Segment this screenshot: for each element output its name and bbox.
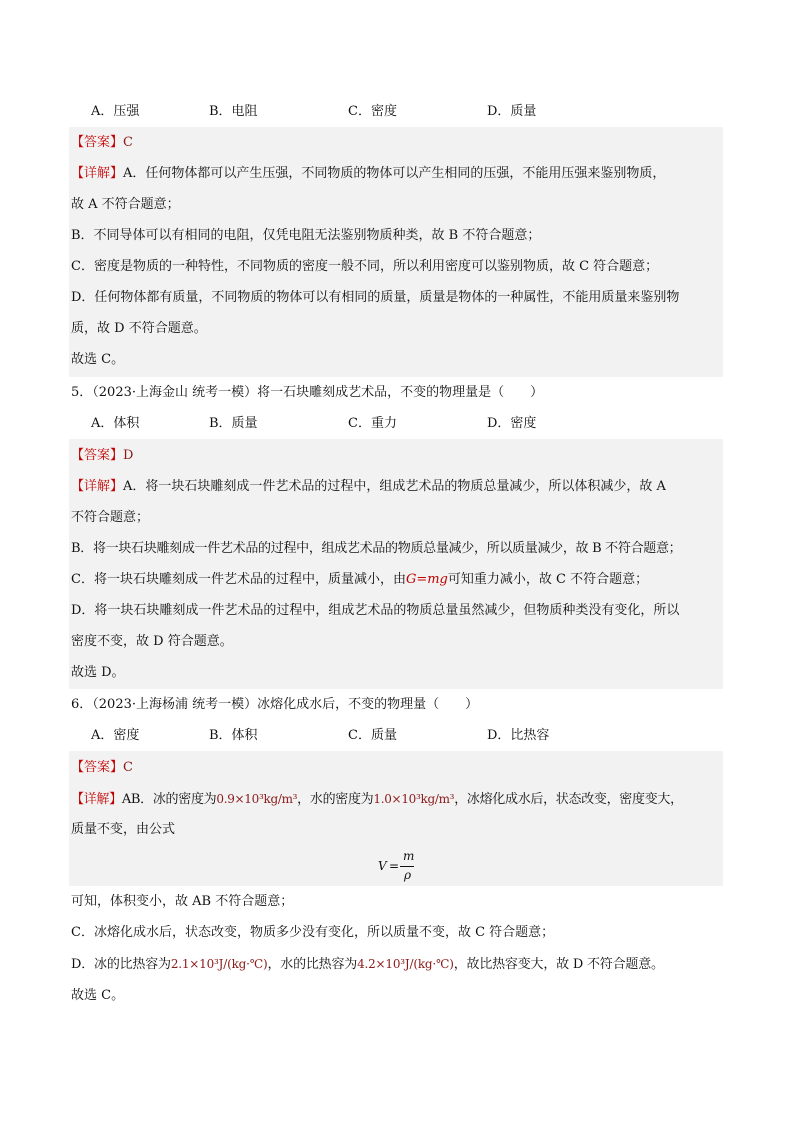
formula-equals: =	[389, 859, 400, 873]
detail-label: 【详解】	[71, 166, 124, 181]
q5-option-b: B．质量	[209, 416, 258, 431]
q5-detail-line-6: 密度不变，故 D 符合题意。	[71, 634, 233, 649]
q5-options	[91, 414, 711, 434]
q6-option-d: D．比热容	[487, 728, 550, 743]
detail-label: 【详解】	[71, 479, 124, 494]
answer-value: C	[123, 760, 133, 775]
q4-detail-line-6: 质，故 D 不符合题意。	[71, 321, 207, 336]
q4-option-a: A．压强	[91, 104, 140, 119]
ice-specific-heat: 2.1×10³J/(kg·℃)	[170, 957, 268, 971]
q5-option-c: C．重力	[348, 416, 397, 431]
q6-stem: 6．（2023·上海杨浦 统考一模）冰熔化成水后，不变的物理量（ ）	[71, 697, 479, 712]
q6-detail-line-4: C．冰熔化成水后，状态改变，物质多少没有变化，所以质量不变，故 C 符合题意；	[71, 925, 555, 940]
q4-options	[91, 102, 711, 122]
q5-option-d: D．密度	[487, 416, 537, 431]
q5-answer	[71, 446, 133, 466]
q4-answer	[71, 133, 133, 153]
q4-option-d: D．质量	[487, 104, 537, 119]
detail-label: 【详解】	[71, 792, 122, 807]
water-specific-heat: 4.2×10³J/(kg·℃)	[357, 957, 454, 971]
q6-detail-line-5: D．冰的比热容为2.1×10³J/(kg·℃)，水的比热容为4.2×10³J/(kg·℃)，故比热容变大，故 D 不符合题意。	[71, 957, 664, 972]
q4-detail-line-2: 故 A 不符合题意；	[71, 197, 180, 212]
answer-value: C	[123, 135, 133, 150]
ice-density: 0.9×10³kg/m³	[216, 792, 298, 806]
q4-detail-line-4: C．密度是物质的一种特性，不同物质的密度一般不同，所以利用密度可以鉴别物质，故 C 符合题意；	[71, 259, 659, 274]
q5-detail-line-4: C．将一块石块雕刻成一件艺术品的过程中，质量减小，由G=mg可知重力减小，故 C 不符合题意；	[71, 572, 649, 587]
q5-detail-line-3: B．将一块石块雕刻成一件艺术品的过程中，组成艺术品的物质总量减少，所以质量减少，故 B 不符合题意；	[71, 541, 682, 556]
q6-detail-line-1: 【详解】AB．冰的密度为0.9×10³kg/m³，水的密度为1.0×10³kg/m³，冰熔化成水后，状态改变，密度变大，	[71, 792, 683, 807]
q4-conclusion: 故选 C。	[71, 352, 125, 367]
q6-answer	[71, 758, 133, 778]
q6-detail-line-3: 可知，体积变小，故 AB 不符合题意；	[71, 894, 294, 909]
answer-label: 【答案】	[71, 760, 124, 775]
q6-option-b: B．体积	[209, 728, 258, 743]
q6-options	[91, 726, 711, 746]
q4-detail-line-5: D．任何物体都有质量，不同物质的物体可以有相同的质量，质量是物体的一种属性，不能用质量来鉴别物	[71, 290, 680, 305]
q6-detail-line-2: 质量不变，由公式	[71, 822, 176, 837]
formula-denominator: ρ	[404, 868, 412, 882]
q6-option-a: A．密度	[91, 728, 140, 743]
q6-conclusion: 故选 C。	[71, 988, 125, 1003]
q5-conclusion: 故选 D。	[71, 665, 125, 680]
answer-label: 【答案】	[71, 135, 124, 150]
q4-detail-line-1: 【详解】A．任何物体都可以产生压强，不同物质的物体可以产生相同的压强，不能用压强来鉴别物质，	[71, 166, 666, 181]
density-formula	[378, 849, 418, 885]
q6-option-c: C．质量	[348, 728, 397, 743]
formula-lhs: V	[378, 859, 387, 873]
q4-detail-line-3: B．不同导体可以有相同的电阻，仅凭电阻无法鉴别物质种类，故 B 不符合题意；	[71, 228, 541, 243]
answer-value: D	[123, 448, 134, 463]
q4-option-c: C．密度	[348, 104, 397, 119]
fraction-bar	[400, 866, 414, 867]
q5-detail-line-1: 【详解】A．将一块石块雕刻成一件艺术品的过程中，组成艺术品的物质总量减少，所以体积减少，故 A	[71, 479, 666, 494]
formula-numerator: m	[403, 849, 415, 863]
q5-option-a: A．体积	[91, 416, 140, 431]
answer-label: 【答案】	[71, 448, 124, 463]
water-density: 1.0×10³kg/m³	[373, 792, 455, 806]
formula-g-mg: G=mg	[405, 572, 448, 587]
q5-stem: 5．（2023·上海金山 统考一模）将一石块雕刻成艺术品，不变的物理量是（ ）	[71, 385, 544, 400]
q4-option-b: B．电阻	[209, 104, 258, 119]
q5-detail-line-5: D．将一块石块雕刻成一件艺术品的过程中，组成艺术品的物质总量虽然减少，但物质种类没有变化，所以	[71, 603, 680, 618]
q5-detail-line-2: 不符合题意；	[71, 510, 150, 525]
